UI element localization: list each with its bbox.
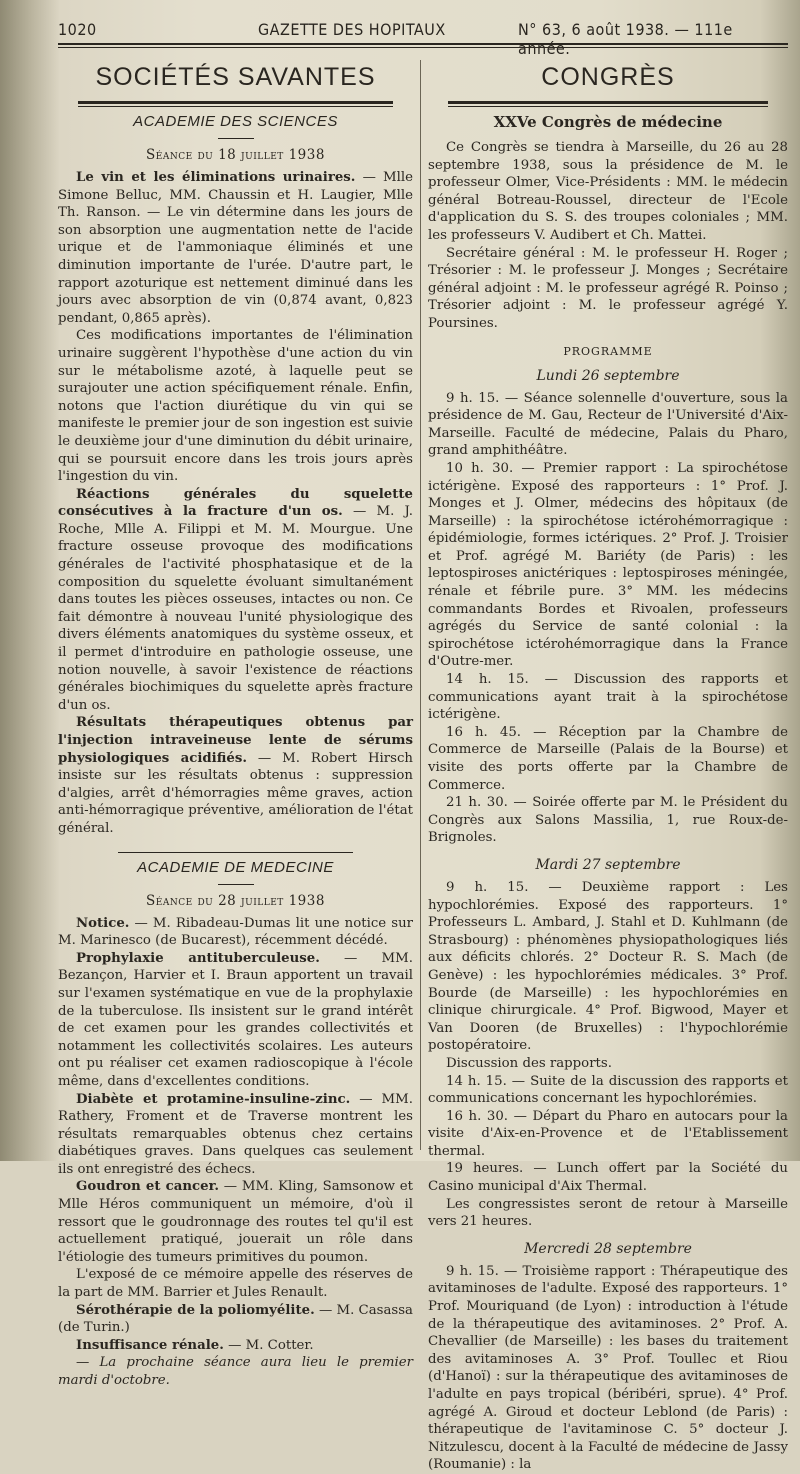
- section-title-societes: SOCIÉTÉS SAVANTES: [95, 63, 376, 91]
- programme-item: 14 h. 15. — Suite de la discussion des rapports et communications concernant les hypochlorémies.: [428, 1073, 788, 1107]
- left-column: [58, 55, 413, 1390]
- section-title-congres: CONGRÈS: [541, 63, 675, 91]
- day-heading: Lundi 26 septembre: [536, 367, 680, 384]
- page-number: 1020: [58, 20, 97, 39]
- article-heading: Résultats thérapeutiques obtenus par l'injection intraveineuse lente de sérums physiologiques acidifiés.: [58, 715, 413, 766]
- journal-title: GAZETTE DES HOPITAUX: [258, 20, 446, 39]
- programme-heading: PROGRAMME: [563, 344, 653, 358]
- article-paragraph: — La prochaine séance aura lieu le premier mardi d'octobre.: [58, 1355, 413, 1388]
- article-paragraph: Secrétaire général : M. le professeur H. Roger ; Trésorier : M. le professeur J. Monges ; Secrétaire général adjoint : M. le professeur agrégé R. Poinso ; Trésorier adjoint : M. le professeur agrégé Y. Poursines.: [428, 245, 788, 331]
- article-paragraph: Diabète et protamine-insuline-zinc. — MM. Rathery, Froment et de Traverse montrent les résultats remarquables obtenus chez certains diabétiques graves. Dans quelques cas seulement ils ont enregistré des échecs.: [58, 1091, 414, 1177]
- day-heading: Mardi 27 septembre: [535, 856, 681, 873]
- programme-item: 10 h. 30. — Premier rapport : La spirochétose ictérigène. Exposé des rapporteurs : 1° Prof. J. Monges et J. Olmer, médecins des hôpitaux (de Marseille) : la spirochétose ictérohémorragique : épidémiologie, formes ictériques. 2° Prof. J. Troisier et Prof. agrégé M. Bariéty (de Paris) : les leptospiroses anictériques : leptospiroses méningée, rénale et fébrile pure. 3° MM. les médecins commandants Bordes et Rivoalen, professeurs agrégés du Service de santé colonial : la spirochétose ictérohémorragique dans la France d'Outre-mer.: [428, 460, 788, 670]
- section-rule-thin: [448, 106, 768, 107]
- programme-item: 9 h. 15. — Deuxième rapport : Les hypochlorémies. Exposé des rapporteurs. 1° Professeurs L. Ambard, J. Stahl et D. Kuhlmann (de Strasbourg) : phénomènes physiopathologiques liés aux déficits chlorés. 2° Docteur R. S. Mach (de Genève) : les hypochlorémies médicales. 3° Prof. Bourde (de Marseille) : les hypochlorémies en clinique chirurgicale. 4° Prof. Bigwood, Mayer et Van Dooren (de Bruxelles) : l'hypochlorémie postopératoire.: [428, 879, 788, 1054]
- article-paragraph: Notice. — M. Ribadeau-Dumas lit une notice sur M. Marinesco (de Bucarest), récemment décédé.: [58, 915, 413, 949]
- seance-date: Séance du 28 juillet 1938: [146, 892, 325, 909]
- column-divider: [420, 60, 421, 1150]
- programme-item: 19 heures. — Lunch offert par la Société du Casino municipal d'Aix Thermal.: [428, 1161, 788, 1195]
- section-rule: [78, 101, 393, 104]
- article-paragraph: Résultats thérapeutiques obtenus par l'injection intraveineuse lente de sérums physiologiques acidifiés. — M. Robert Hirsch insiste sur les résultats obtenus : suppression d'algies, arrêt d'hémorragies même graves, action anti-hémorragique préventive, amélioration de l'état général.: [58, 715, 413, 836]
- congres-title: XXVe Congrès de médecine: [493, 113, 723, 131]
- header-rule: [58, 43, 788, 45]
- article-paragraph: Ces modifications importantes de l'élimination urinaire suggèrent l'hypothèse d'une action du vin sur le métabolisme azoté, à laquelle peut se surajouter une action spécifiquement rénale. Enfin, notons que l'action diurétique du vin qui se manifeste le premier jour de son ingestion est suivie le deuxième jour d'une diminution du débit urinaire, qui se poursuit encore dans les trois jours après l'ingestion du vin.: [58, 328, 413, 485]
- seance-date: Séance du 18 juillet 1938: [146, 147, 325, 163]
- article-paragraph: Prophylaxie antituberculeuse. — MM. Bezançon, Harvier et I. Braun apportent un travail sur l'examen systématique en vue de la prophylaxie de la tuberculose. Ils insistent sur le grand intérêt de cet examen pour les grandes collectivités et notamment les collectivités scolaires. Les auteurs ont pu réaliser cet examen radioscopique à l'école même, dans d'excellentes conditions.: [58, 950, 413, 1089]
- short-rule: [218, 884, 254, 885]
- article-heading: Le vin et les éliminations urinaires.: [76, 170, 356, 185]
- section-rule-thin: [78, 106, 393, 107]
- article-heading: Sérothérapie de la poliomyélite.: [76, 1302, 315, 1318]
- article-paragraph: Sérothérapie de la poliomyélite. — M. Casassa (de Turin.): [58, 1302, 413, 1336]
- article-paragraph: Le vin et les éliminations urinaires. — Mlle Simone Belluc, MM. Chaussin et H. Laugier, Mlle Th. Ranson. — Le vin détermine dans les jours de son absorption une augmentation nette de l'acide urique et de l'ammoniaque éliminés et une diminution importante de l'urée. D'autre part, le rapport azoturique est nettement diminué dans les jours avec absorption de vin (0,874 avant, 0,823 pendant, 0,865 après).: [58, 170, 414, 326]
- article-paragraph: Insuffisance rénale. — M. Cotter.: [76, 1337, 314, 1353]
- article-heading: Insuffisance rénale.: [76, 1337, 224, 1353]
- article-heading: Prophylaxie antituberculeuse.: [76, 950, 320, 966]
- article-heading: Diabète et protamine-insuline-zinc.: [76, 1091, 351, 1107]
- programme-item: 14 h. 15. — Discussion des rapports et communications ayant trait à la spirochétose ictérigène.: [428, 672, 788, 723]
- article-heading: Réactions générales du squelette consécutives à la fracture d'un os.: [58, 486, 413, 520]
- header-rule-thin: [58, 47, 788, 48]
- programme-item: 16 h. 30. — Départ du Pharo en autocars pour la visite d'Aix-en-Provence et de l'Etablissement thermal.: [428, 1108, 788, 1159]
- programme-item: Discussion des rapports.: [446, 1055, 612, 1071]
- academy-sciences-title: ACADEMIE DES SCIENCES: [133, 113, 338, 130]
- article-paragraph: Ce Congrès se tiendra à Marseille, du 26 au 28 septembre 1938, sous la présidence de M. le professeur Olmer, Vice-Présidents : MM. le médecin général Botreau-Roussel, directeur de l'Ecole d'application du S. S. des troupes coloniales ; MM. les professeurs V. Audibert et Ch. Mattei.: [428, 140, 788, 243]
- day-heading: Mercredi 28 septembre: [524, 1240, 692, 1257]
- page-header: [58, 14, 788, 58]
- short-rule: [218, 138, 254, 139]
- article-heading: Notice.: [76, 915, 130, 931]
- programme-item: 9 h. 15. — Séance solennelle d'ouverture, sous la présidence de M. Gau, Recteur de l'Université d'Aix-Marseille. Faculté de médecine, Palais du Pharo, grand amphithéâtre.: [428, 390, 788, 459]
- programme-item: 16 h. 45. — Réception par la Chambre de Commerce de Marseille (Palais de la Bourse) et visite des ports offerte par la Chambre de Commerce.: [428, 724, 788, 793]
- programme-item: 21 h. 30. — Soirée offerte par M. le Président du Congrès aux Salons Massilia, 1, rue Roux-de-Brignoles.: [428, 795, 788, 846]
- article-paragraph: Goudron et cancer. — MM. Kling, Samsonow et Mlle Héros communiquent un mémoire, d'où il ressort que le goudronnage des routes tel qu'il est actuellement pratiqué, jouerait un rôle dans l'étiologie des tumeurs primitives du poumon.: [58, 1179, 413, 1265]
- issue-info: N° 63, 6 août 1938. — 111e année.: [518, 20, 733, 58]
- section-rule: [448, 101, 768, 104]
- programme-item: 9 h. 15. — Troisième rapport : Thérapeutique des avitaminoses de l'adulte. Exposé des rapporteurs. 1° Prof. Mouriquand (de Lyon) : introduction à l'étude de la thérapeutique des avitaminoses. 2° Prof. A. Chevallier (de Marseille) : les bases du traitement des avitaminoses A. 3° Prof. Toullec et Riou (d'Hanoï) : sur la thérapeutique des avitaminoses de l'adulte en pays tropical (béribéri, sprue). 4° Prof. agrégé A. Giroud et docteur Leblond (de Paris) : thérapeutique de l'avitaminose C. 5° docteur J. Nitzulescu, docent à la Faculté de médecine de Jassy (Roumanie) : la: [428, 1263, 788, 1473]
- article-heading: Goudron et cancer.: [76, 1179, 220, 1195]
- academy-medecine-title: ACADEMIE DE MEDECINE: [137, 858, 334, 876]
- section-rule: [118, 852, 353, 853]
- right-column: [428, 55, 788, 1474]
- article-paragraph: Réactions générales du squelette consécutives à la fracture d'un os. — M. J. Roche, Mlle A. Filippi et M. M. Mourgue. Une fracture osseuse provoque des modifications générales de l'activité phosphatasique et de la composition du squelette évoluant simultanément dans toutes les pièces osseuses, intactes ou non. Ce fait démontre à nouveau l'unité physiologique des divers éléments anatomiques du système osseux, et il permet d'introduire en pathologie osseuse, une notion nouvelle, à savoir l'existence de réactions générales biochimiques du squelette après fracture d'un os.: [58, 486, 413, 713]
- programme-item: Les congressistes seront de retour à Marseille vers 21 heures.: [428, 1196, 788, 1230]
- article-paragraph: L'exposé de ce mémoire appelle des réserves de la part de MM. Barrier et Jules Renault.: [58, 1267, 413, 1301]
